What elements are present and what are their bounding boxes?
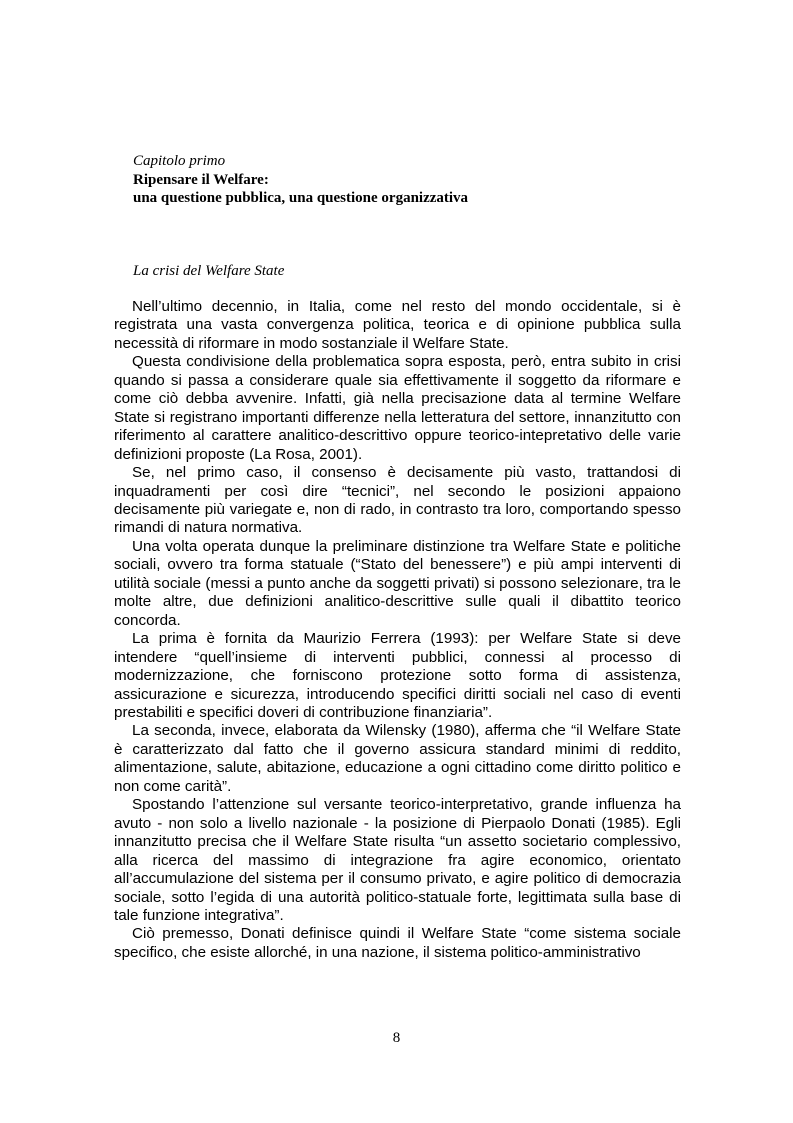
chapter-title <box>133 171 468 207</box>
chapter-label: Capitolo primo <box>133 153 226 169</box>
paragraph: Nell’ultimo decennio, in Italia, come nel resto del mondo occidentale, si è registrata una vasta convergenza politica, teorica e di opinione pubblica sulla necessità di riformare in modo sostanziale il Welfare State. <box>114 298 681 352</box>
chapter-title-line-1: Ripensare il Welfare: <box>133 172 269 188</box>
page-number: 8 <box>392 1030 401 1046</box>
chapter-title-line-2: una questione pubblica, una questione organizzativa <box>133 190 469 206</box>
paragraph: Questa condivisione della problematica sopra esposta, però, entra subito in crisi quando si passa a considerare quale sia effettivamente il soggetto da riformare e come ciò debba avvenire. Infatti, già nella precisazione data al termine Welfare State si registrano importanti differenze nella letteratura del settore, innanzitutto con riferimento al carattere analitico-descrittivo oppure teorico-intepretativo delle varie definizioni proposte (La Rosa, 2001). <box>114 353 681 463</box>
paragraph: Una volta operata dunque la preliminare distinzione tra Welfare State e politiche sociali, ovvero tra forma statuale (“Stato del benessere”) e più ampi interventi di utilità sociale (messi a punto anche da soggetti privati) si possono selezionare, tra le molte altre, due definizioni analitico-descrittive sulle quali il dibattito teorico concorda. <box>114 537 681 629</box>
paragraph: Spostando l’attenzione sul versante teorico-interpretativo, grande influenza ha avuto - non solo a livello nazionale - la posizione di Pierpaolo Donati (1985). Egli innanzitutto precisa che il Welfare State risulta “un assetto societario complessivo, alla ricerca del massimo di integrazione fra agire economico, orientato all’accumulazione del sistema per il consumo privato, e agire politico di democrazia sociale, sotto l’egida di una autorità politico-statuale forte, legittimata sulla base di tale funzione integrativa”. <box>114 796 681 924</box>
paragraph: La seconda, invece, elaborata da Wilensky (1980), afferma che “il Welfare State è caratterizzato dal fatto che il governo assicura standard minimi di reddito, alimentazione, salute, abitazione, educazione a ogni cittadino come diritto politico e non come carità”. <box>114 722 681 795</box>
paragraph: Ciò premesso, Donati definisce quindi il Welfare State “come sistema sociale specifico, che esiste allorché, in una nazione, il sistema politico-amministrativo <box>114 925 681 961</box>
section-title: La crisi del Welfare State <box>133 263 285 279</box>
paragraph: Se, nel primo caso, il consenso è decisamente più vasto, trattandosi di inquadramenti per così dire “tecnici”, nel secondo le posizioni appaiono decisamente più variegate e, non di rado, in contrasto tra loro, comportando spesso rimandi di natura normativa. <box>114 464 681 537</box>
paragraph: La prima è fornita da Maurizio Ferrera (1993): per Welfare State si deve intendere “quell’insieme di interventi pubblici, connessi al processo di modernizzazione, che forniscono protezione sotto forma di assistenza, assicurazione e sicurezza, introducendo specifici diritti sociali nel caso di eventi prestabiliti e specifici doveri di contribuzione finanziaria”. <box>114 630 681 721</box>
body-text <box>114 298 681 962</box>
